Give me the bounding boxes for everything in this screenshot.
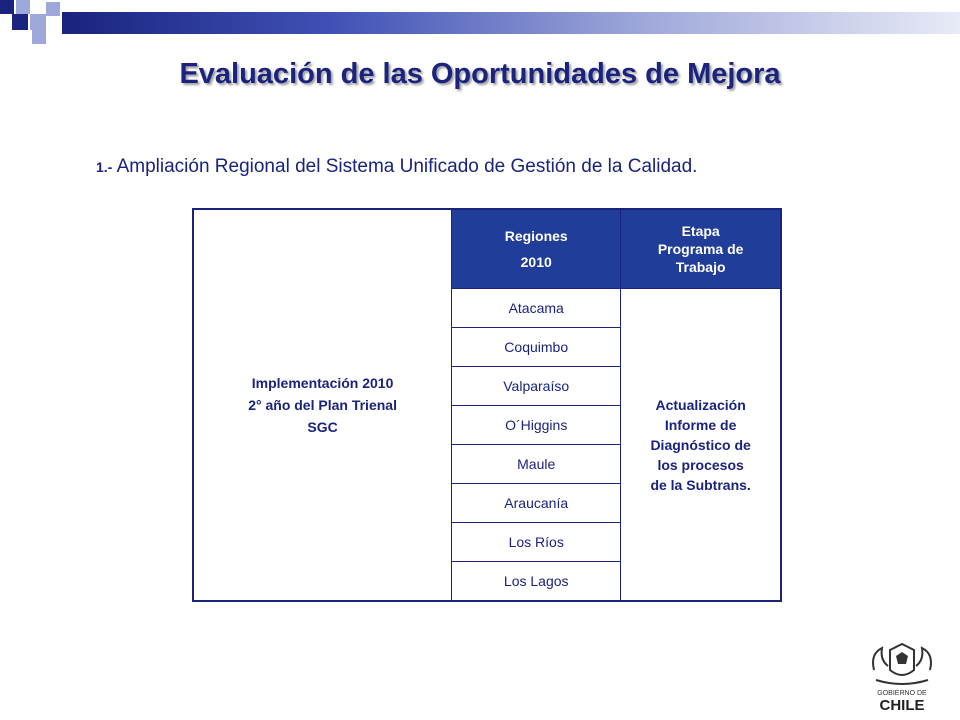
decor-square-light-4 [32, 30, 46, 44]
logo-bottom-text: CHILE [879, 697, 925, 712]
etapa-body-cell [621, 289, 781, 602]
logo-top-text: GOBIERNO DE [877, 690, 927, 697]
decor-square-dark-1 [0, 0, 14, 14]
region-cell: Valparaíso [452, 367, 621, 406]
region-cell: Atacama [452, 289, 621, 328]
header-regiones [452, 209, 621, 289]
decor-square-light-2 [30, 14, 46, 30]
etapa-body-line-2: Informe de [664, 416, 737, 433]
header-etapa-line-2: Programa de [657, 241, 744, 257]
regions-table [192, 208, 782, 602]
implementation-cell [193, 209, 452, 601]
decor-square-light-3 [46, 2, 60, 16]
etapa-body-line-4: los procesos [657, 456, 744, 473]
region-cell: Maule [452, 445, 621, 484]
subtitle-number: 1.- [96, 159, 113, 175]
region-cell: O´Higgins [452, 406, 621, 445]
header-gradient-bar [62, 12, 960, 34]
etapa-body-line-1: Actualización [655, 396, 746, 413]
slide-subtitle [96, 156, 697, 178]
header-etapa-line-1: Etapa [681, 223, 720, 239]
etapa-body-line-5: de la Subtrans. [650, 476, 751, 493]
region-cell: Araucanía [452, 484, 621, 523]
header-etapa [621, 209, 781, 289]
decor-square-light-1 [16, 0, 30, 14]
region-cell: Los Lagos [452, 562, 621, 602]
decor-square-dark-2 [12, 14, 28, 30]
region-cell: Coquimbo [452, 328, 621, 367]
implementation-line-2: 2° año del Plan Trienal [248, 397, 397, 413]
region-cell: Los Ríos [452, 523, 621, 562]
header-regiones-line-2: 2010 [520, 254, 552, 270]
etapa-body-line-3: Diagnóstico de [650, 436, 751, 453]
header-regiones-line-1: Regiones [504, 228, 568, 244]
implementation-line-3: SGC [307, 419, 338, 435]
slide-title: Evaluación de las Oportunidades de Mejora [179, 58, 781, 90]
header-etapa-line-3: Trabajo [675, 259, 726, 275]
gobierno-de-chile-logo-icon [860, 640, 944, 712]
subtitle-text: Ampliación Regional del Sistema Unificado de Gestión de la Calidad. [116, 156, 698, 177]
implementation-line-1: Implementación 2010 [251, 375, 394, 391]
